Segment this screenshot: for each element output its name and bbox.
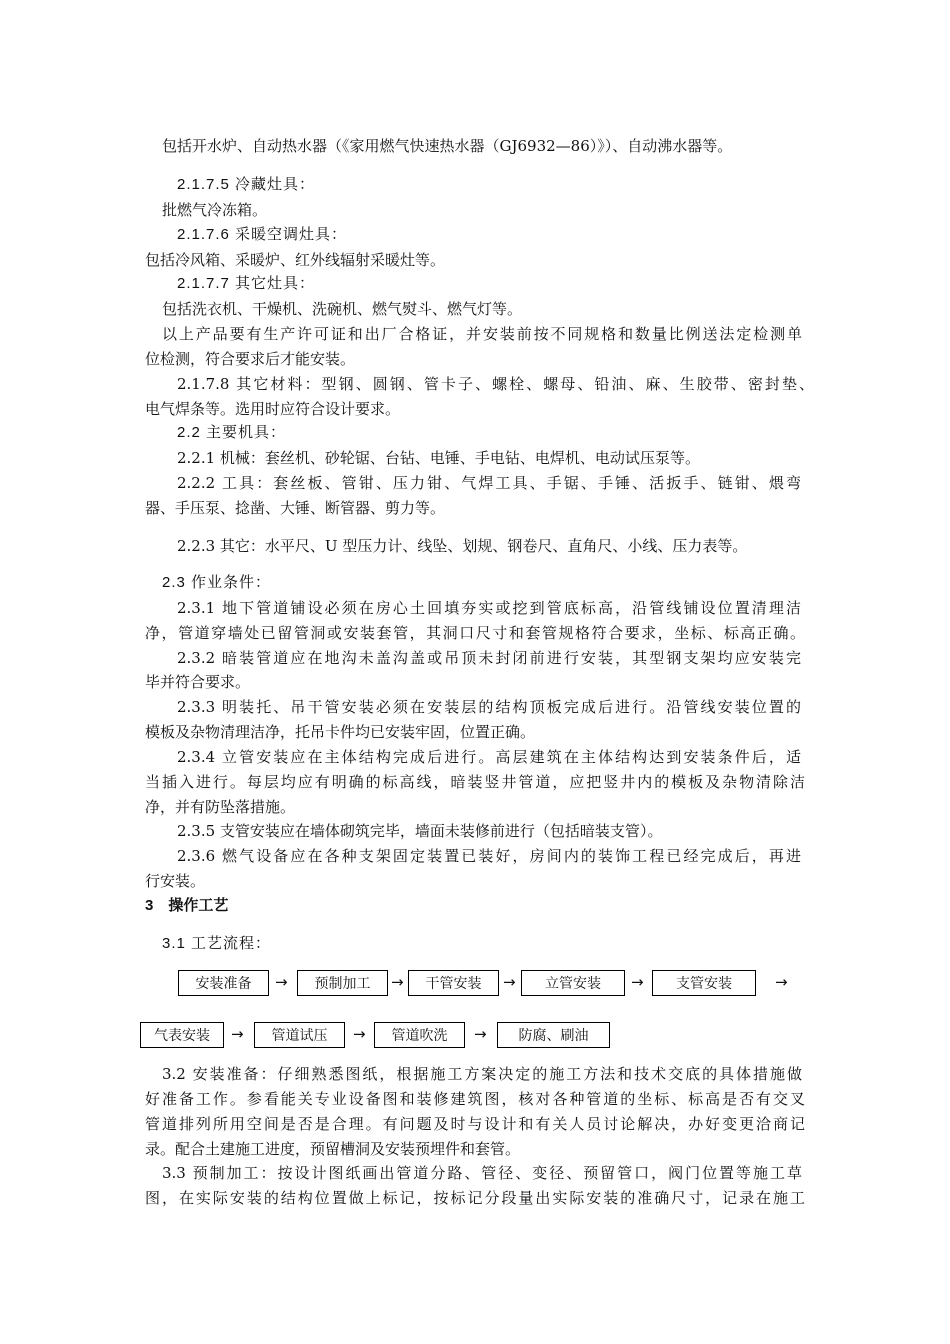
flow-box-riser: 立管安装 <box>521 970 625 996</box>
flow-arrow-icon: → <box>631 973 644 991</box>
para-line-1: 包括开水炉、自动热水器（《家用燃气快速热水器（GJ6932—86）》）、自动沸水器等。 <box>162 137 733 155</box>
flow-arrow-icon: → <box>231 1025 244 1043</box>
section-heading-3: 3 操作工艺 <box>145 897 229 914</box>
para-line-11: 电气焊条等。选用时应符合设计要求。 <box>145 400 401 418</box>
para-line-18: 2.3.1 地下管道铺设必须在房心土回填夯实或挖到管底标高，沿管线铺设位置清理洁 <box>177 599 801 617</box>
para-line-28: 2.3.6 燃气设备应在各种支架固定装置已装好，房间内的装饰工程已经完成后，再进 <box>177 847 801 865</box>
para-line-27: 2.3.5 支管安装应在墙体砌筑完毕，墙面未装修前进行（包括暗装支管）。 <box>177 822 663 840</box>
flow-arrow-icon: → <box>503 973 516 991</box>
para-line-3: 批燃气冷冻箱。 <box>162 201 268 219</box>
flow-box-branch: 支管安装 <box>652 970 756 996</box>
para-line-2: 2.1.7.5 冷藏灶具： <box>177 176 316 193</box>
para-line-33: 好准备工作。参看能关专业设备图和装修建筑图，核对各种管道的坐标、标高是否有交叉 <box>145 1090 805 1108</box>
para-line-6: 2.1.7.7 其它灶具： <box>177 275 316 292</box>
para-line-9: 位检测，符合要求后才能安装。 <box>145 350 356 368</box>
flow-arrow-icon: → <box>474 1025 487 1043</box>
para-line-10: 2.1.7.8 其它材料：型钢、圆钢、管卡子、螺栓、螺母、铅油、麻、生胶带、密封垫、 <box>177 375 814 393</box>
para-line-32: 3.2 安装准备：仔细熟悉图纸，根据施工方案决定的施工方法和技术交底的具体措施做 <box>162 1065 802 1083</box>
flow-box-anticorrosion: 防腐、刷油 <box>497 1022 610 1048</box>
flow-box-pressure-test: 管道试压 <box>254 1022 345 1048</box>
flow-arrow-icon: → <box>391 973 404 991</box>
para-line-8: 以上产品要有生产许可证和出厂合格证，并安装前按不同规格和数量比例送法定检测单 <box>162 325 802 343</box>
para-line-34: 管道排列所用空间是否是合理。有问题及时与设计和有关人员讨论解决，办好变更洽商记 <box>145 1115 805 1133</box>
para-line-31: 3.1 工艺流程： <box>162 935 272 952</box>
para-line-21: 毕并符合要求。 <box>145 673 251 691</box>
flow-box-main-pipe: 干管安装 <box>408 970 499 996</box>
para-line-24: 2.3.4 立管安装应在主体结构完成后进行。高层建筑在主体结构达到安装条件后，适 <box>177 748 801 766</box>
para-line-14: 2.2.2 工具：套丝板、管钳、压力钳、气焊工具、手锯、手锤、活扳手、链钳、煨弯 <box>177 474 801 492</box>
flow-arrow-icon: → <box>775 973 788 991</box>
flow-box-purge: 管道吹洗 <box>374 1022 465 1048</box>
flow-arrow-icon: → <box>353 1025 366 1043</box>
para-line-35: 录。配合土建施工进度，预留槽洞及安装预埋件和套管。 <box>145 1140 521 1158</box>
para-line-17: 2.3 作业条件： <box>162 574 272 591</box>
flow-arrow-icon: → <box>275 973 288 991</box>
para-line-22: 2.3.3 明装托、吊干管安装必须在安装层的结构顶板完成后进行。沿管线安装位置的 <box>177 698 801 716</box>
para-line-15: 器、手压泵、捻凿、大锤、断管器、剪力等。 <box>145 499 446 517</box>
para-line-5: 包括冷风箱、采暖炉、红外线辐射采暖灶等。 <box>145 251 446 269</box>
para-line-13: 2.2.1 机械：套丝机、砂轮锯、台钻、电锤、手电钻、电焊机、电动试压泵等。 <box>177 449 700 467</box>
para-line-25: 当插入进行。每层均应有明确的标高线，暗装竖井管道，应把竖井内的模板及杂物清除洁 <box>145 773 805 791</box>
para-line-26: 净，并有防坠落措施。 <box>145 798 296 816</box>
para-line-29: 行安装。 <box>145 872 206 890</box>
para-line-23: 模板及杂物清理洁净，托吊卡件均已安装牢固，位置正确。 <box>145 723 536 741</box>
para-line-20: 2.3.2 暗装管道应在地沟未盖沟盖或吊顶未封闭前进行安装，其型钢支架均应安装完 <box>177 649 801 667</box>
para-line-7: 包括洗衣机、干燥机、洗碗机、燃气熨斗、燃气灯等。 <box>162 300 523 318</box>
flow-box-prepare: 安装准备 <box>178 970 269 996</box>
para-line-16: 2.2.3 其它：水平尺、U 型压力计、线坠、划规、钢卷尺、直角尺、小线、压力表等。 <box>177 537 748 555</box>
flow-box-meter: 气表安装 <box>140 1022 224 1048</box>
para-line-12: 2.2 主要机具： <box>177 424 287 441</box>
para-line-4: 2.1.7.6 采暖空调灶具： <box>177 226 348 243</box>
para-line-37: 图，在实际安装的结构位置做上标记，按标记分段量出实际安装的准确尺寸，记录在施工 <box>145 1189 805 1207</box>
para-line-36: 3.3 预制加工：按设计图纸画出管道分路、管径、变径、预留管口，阀门位置等施工草 <box>162 1164 802 1182</box>
flow-box-prefab: 预制加工 <box>297 970 388 996</box>
para-line-19: 净，管道穿墙处已留管洞或安装套管，其洞口尺寸和套管规格符合要求，坐标、标高正确。 <box>145 624 805 642</box>
